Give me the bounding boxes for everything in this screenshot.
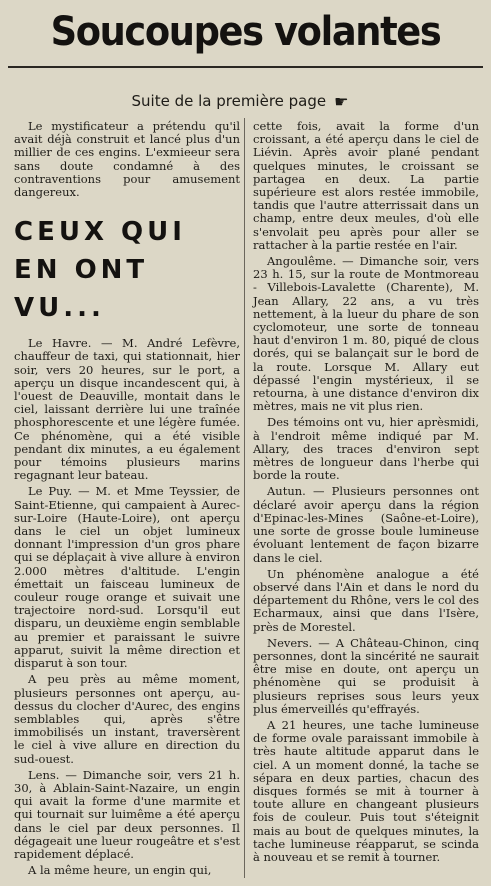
paragraph-nevers: Nevers. — A Château-Chinon, cinq personnes, dont la sincérité ne saurait être mise en doute, ont aperçu un phénomène qui se produisit à plusieurs reprises sous leurs yeux plus émerveillés qu'effrayés. xyxy=(253,635,479,716)
headline: Soucoupes volantes xyxy=(50,9,441,55)
paragraph-ain-rhone: Un phénomène analogue a été observé dans l'Ain et dans le nord du département du Rhône, vers le col des Echarmaux, ainsi que dans l'Isère, près de Morestel. xyxy=(253,566,479,634)
paragraph-le-havre: Le Havre. — M. André Lefèvre, chauffeur de taxi, qui stationnait, hier soir, vers 20 heures, sur le port, a aperçu un disque incandescent qui, à l'ouest de Deauville, montait dans le ciel, laissant derrière lui une traînée phosphorescente et une légère fumée. Ce phénomène, qui a été visible pendant dix minutes, a eu également pour témoins plusieurs marins regagnant leur bateau. xyxy=(14,336,240,483)
paragraph-aurec: A peu près au même moment, plusieurs personnes ont aperçu, au-dessus du clocher d'Aurec, des engins semblables qui, après s'être immobilisés un instant, traversèrent le ciel à vive allure en direction du sud-ouest. xyxy=(14,672,240,766)
paragraph-angouleme: Angoulême. — Dimanche soir, vers 23 h. 15, sur la route de Montmoreau - Villebois-Lavalette (Charente), M. Jean Allary, 22 ans, a vu très nettement, à la lueur du phare de son cyclomoteur, une sorte de tonneau haut d'environ 1 m. 80, piqué de clous dorés, qui se balançait sur le bord de la route. Lorsque M. Allary eut dépassé l'engin mystérieux, il se retourna, à une distance d'environ dix mètres, mais ne vit plus rien. xyxy=(253,254,479,414)
headline-rule xyxy=(8,66,483,68)
paragraph-autun: Autun. — Plusieurs personnes ont déclaré avoir aperçu dans la région d'Epinac-les-Mines (Saône-et-Loire), une sorte de grosse boule lumineuse évoluant lentement de façon bizarre dans le ciel. xyxy=(253,484,479,565)
left-column xyxy=(14,120,240,880)
paragraph-le-puy: Le Puy. — M. et Mme Teyssier, de Saint-Etienne, qui campaient à Aurec-sur-Loire (Haute-Loire), ont aperçu dans le ciel un objet lumineux donnant l'impression d'un gros phare qui se déplaçait à vive allure à environ 2.000 mètres d'altitude. L'engin émettait un faisceau lumineux de couleur rouge orange et suivait une trajectoire nord-sud. Lorsqu'il eut disparu, un deuxième engin semblable au premier et paraissant le suivre apparut, suivit la même direction et disparut à son tour. xyxy=(14,484,240,671)
paragraph-lievin: cette fois, avait la forme d'un croissant, a été aperçu dans le ciel de Liévin. Après avoir plané pendant quelques minutes, le croissant se partagea en deux. La partie supérieure est alors restée immobile, tandis que l'autre atterrissait dans un champ, entre deux meules, d'où elle s'envolait peu après pour aller se rattacher à la partie restée en l'air. xyxy=(253,119,479,252)
right-column xyxy=(253,120,479,867)
paragraph-witnesses: Des témoins ont vu, hier aprèsmidi, à l'endroit même indiqué par M. Allary, des traces d'environ sept mètres de longueur dans l'herbe qui borde la route. xyxy=(253,415,479,483)
continued-line xyxy=(80,90,400,112)
intro-paragraph: Le mystificateur a prétendu qu'il avait déjà construit et lancé plus d'un millier de ces engins. L'exmieeur sera sans doute condamné à des contraventions pour amusement dangereux. xyxy=(14,119,240,200)
paragraph-same-hour: A la même heure, un engin qui, xyxy=(28,863,212,878)
section-heading-line2: EN ONT VU... xyxy=(14,255,149,324)
section-heading-line1: CEUX QUI xyxy=(14,217,186,248)
column-divider xyxy=(244,118,245,878)
section-heading xyxy=(14,213,240,327)
paragraph-lens: Lens. — Dimanche soir, vers 21 h. 30, à Ablain-Saint-Nazaire, un engin qui avait la forme d'une marmite et qui tournait sur luimême a été aperçu dans le ciel par deux personnes. Il dégageait une lueur rougeâtre et s'est rapidement déplacé. xyxy=(14,767,240,861)
paragraph-21-heures: A 21 heures, une tache lumineuse de forme ovale paraissant immobile à très haute altitude apparut dans le ciel. A un moment donné, la tache se sépara en deux parties, chacun des disques formés se mit à tourner à toute allure en changeant plusieurs fois de couleur. Puis tout s'éteignit mais au bout de quelques minutes, la tache lumineuse réapparut, se scinda à nouveau et se remit à tourner. xyxy=(253,717,479,864)
pointing-hand-icon: ☛ xyxy=(334,91,349,111)
continued-text: Suite de la première page xyxy=(131,92,327,110)
